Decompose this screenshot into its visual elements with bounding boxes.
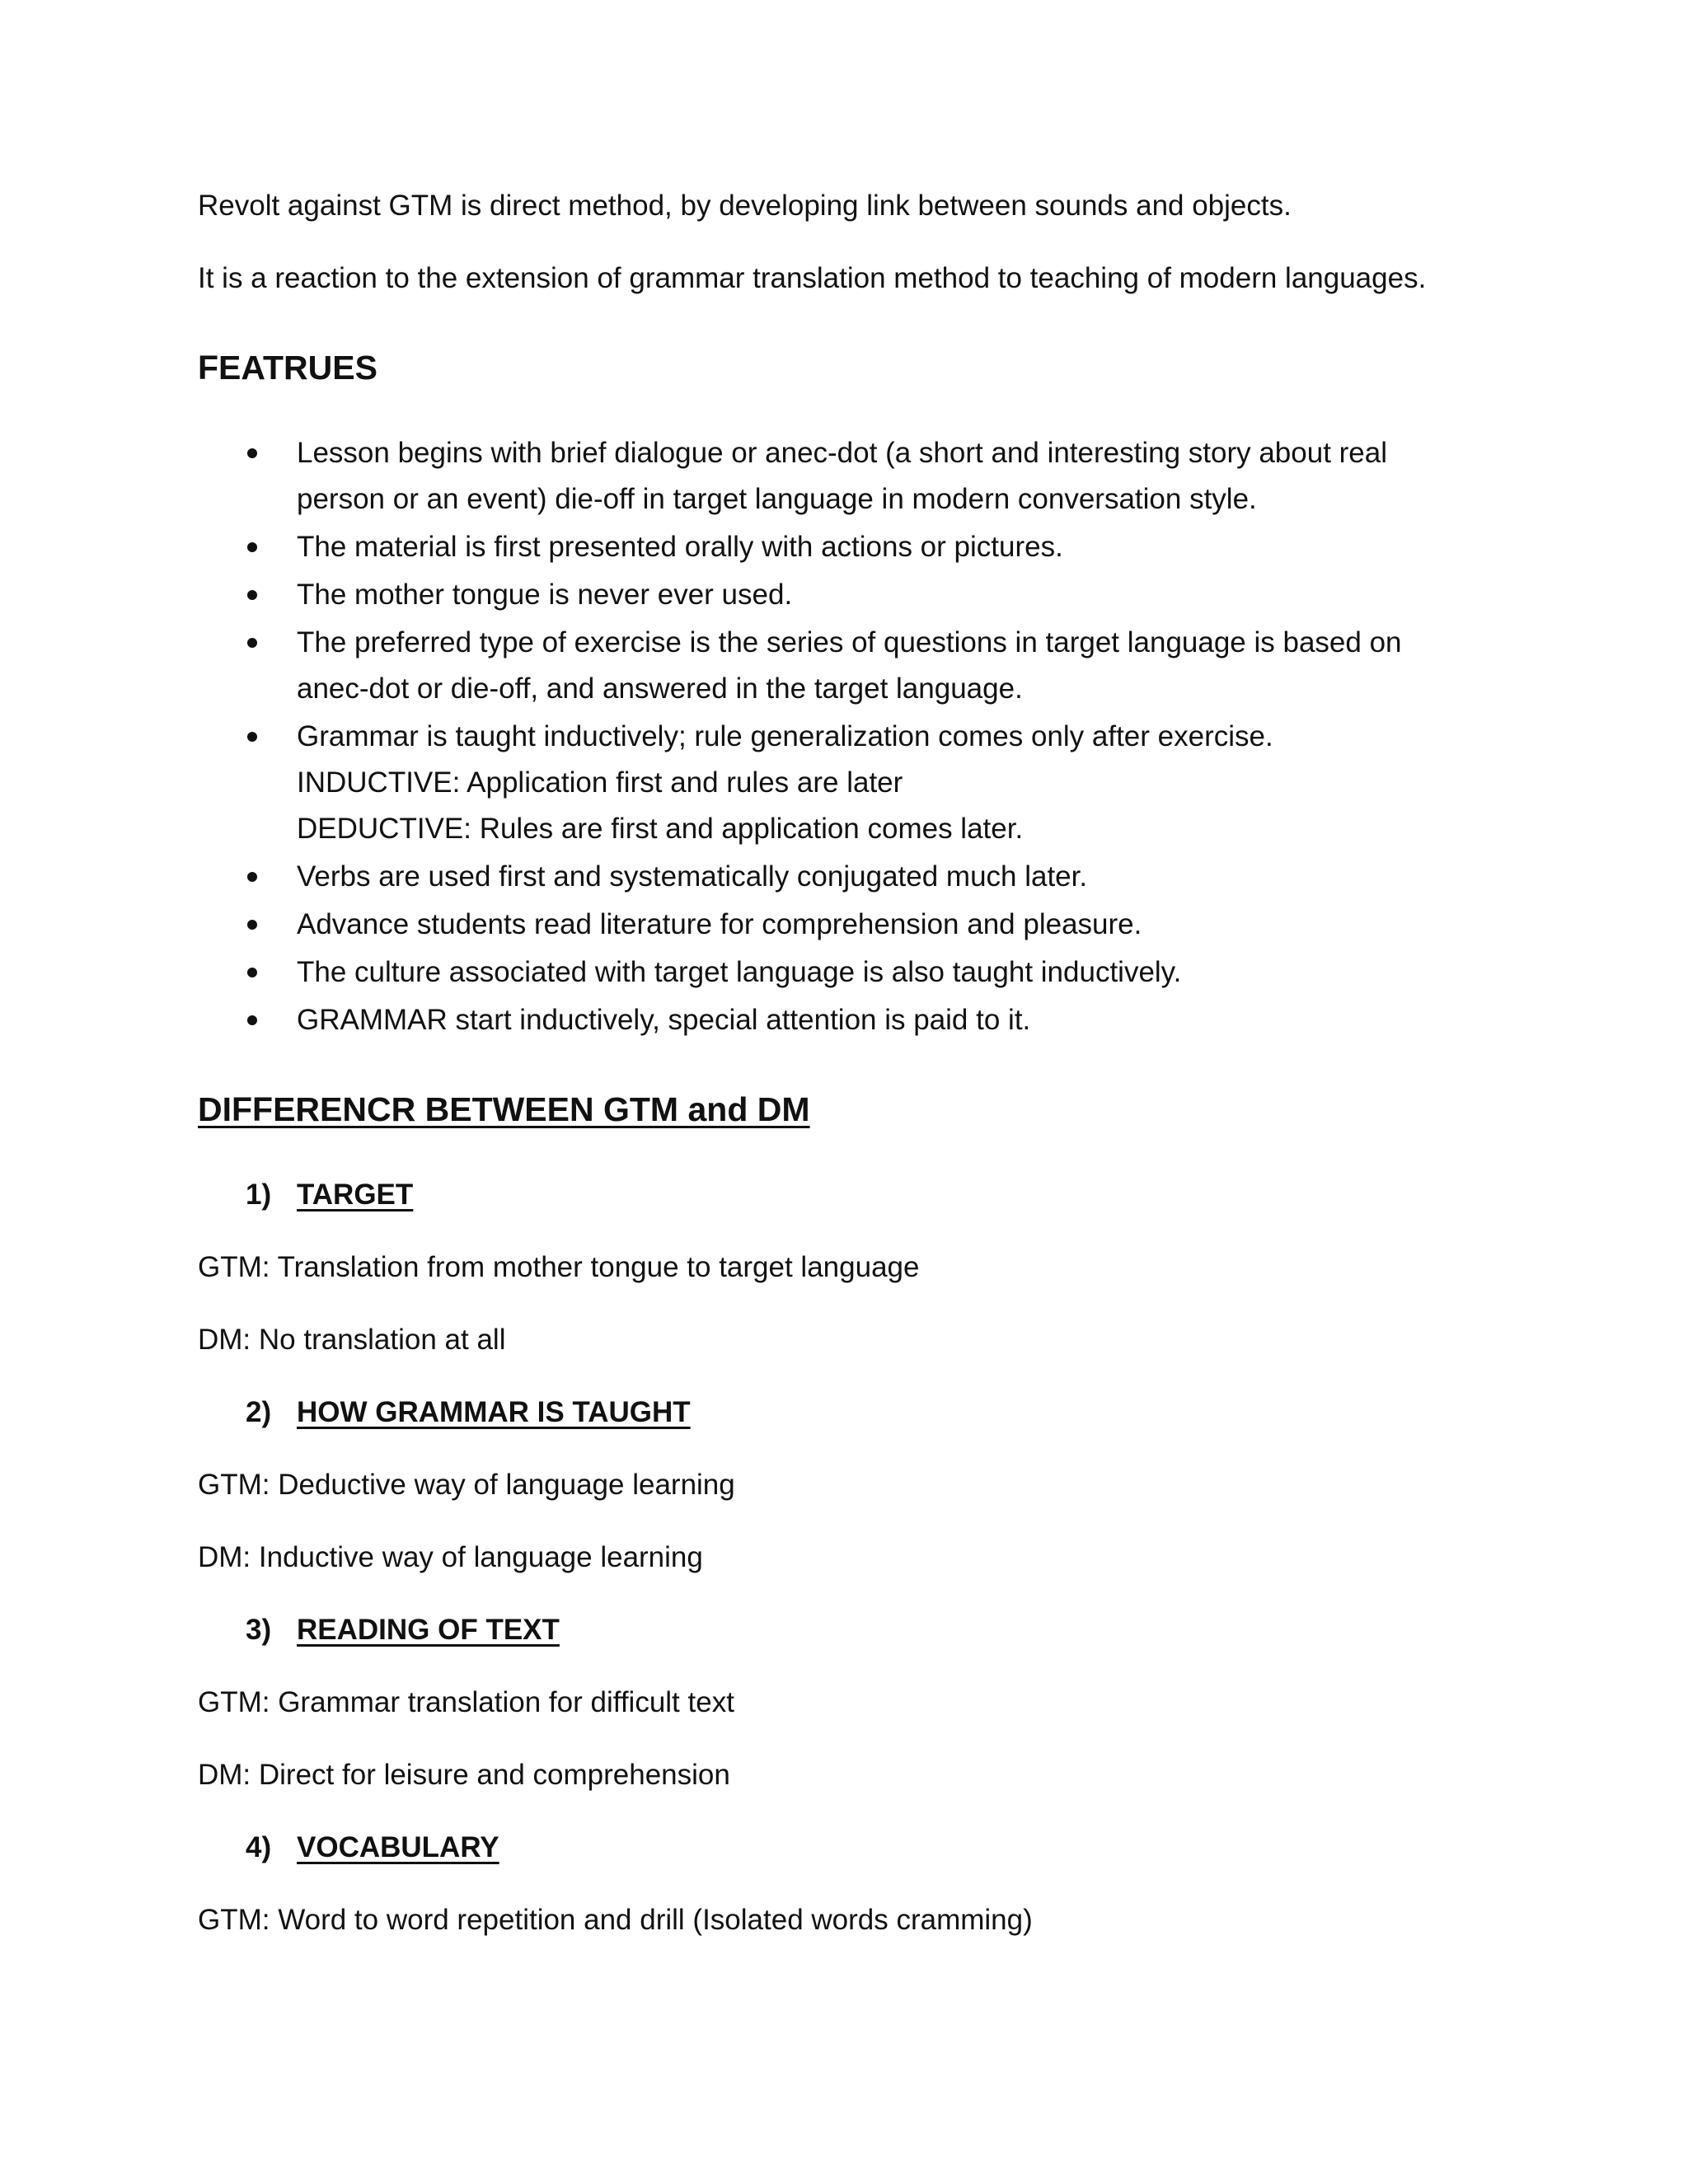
feature-item xyxy=(198,572,1475,618)
feature-text: The mother tongue is never ever used. xyxy=(297,579,793,611)
gtm-comparison: GTM: Word to word repetition and drill (Isolated words cramming) xyxy=(198,1904,1033,1936)
gtm-comparison: GTM: Deductive way of language learning xyxy=(198,1469,735,1501)
dm-comparison: DM: Inductive way of language learning xyxy=(198,1541,703,1573)
difference-section-target xyxy=(198,1172,1475,1363)
bullet-icon xyxy=(247,542,257,552)
bullet-icon xyxy=(247,1015,257,1025)
feature-text: Advance students read literature for comprehension and pleasure. xyxy=(297,908,1142,940)
gtm-comparison: GTM: Translation from mother tongue to target language xyxy=(198,1251,920,1283)
bullet-icon xyxy=(247,590,257,600)
section-heading xyxy=(198,1390,1475,1436)
section-heading xyxy=(198,1172,1475,1218)
intro-paragraph-1: Revolt against GTM is direct method, by developing link between sounds and objects. xyxy=(198,190,1292,222)
intro-paragraph-2: It is a reaction to the extension of grammar translation method to teaching of modern languages. xyxy=(198,262,1427,294)
dm-comparison: DM: No translation at all xyxy=(198,1324,506,1356)
feature-item xyxy=(198,524,1475,570)
section-title: VOCABULARY xyxy=(297,1831,499,1863)
feature-item xyxy=(198,997,1475,1043)
gtm-comparison: GTM: Grammar translation for difficult text xyxy=(198,1686,734,1718)
feature-item xyxy=(198,430,1475,523)
section-heading xyxy=(198,1607,1475,1653)
bullet-icon xyxy=(247,732,257,742)
difference-section-reading xyxy=(198,1607,1475,1798)
bullet-icon xyxy=(247,920,257,930)
feature-item xyxy=(198,854,1475,900)
document-content xyxy=(198,183,1475,1970)
feature-text: The preferred type of exercise is the series of questions in target language is based on anec-dot or die-off, and answered in the target language. xyxy=(297,626,1402,705)
feature-text: Verbs are used first and systematically conjugated much later. xyxy=(297,860,1088,893)
features-list xyxy=(198,430,1475,1043)
bullet-icon xyxy=(247,968,257,977)
feature-text: Grammar is taught inductively; rule generalization comes only after exercise. xyxy=(297,720,1273,752)
section-number: 4) xyxy=(246,1831,272,1863)
feature-item xyxy=(198,620,1475,712)
feature-item xyxy=(198,902,1475,948)
section-number: 2) xyxy=(246,1396,272,1428)
section-title: HOW GRAMMAR IS TAUGHT xyxy=(297,1396,691,1428)
features-heading: FEATRUES xyxy=(198,349,377,387)
deductive-definition: DEDUCTIVE: Rules are first and application comes later. xyxy=(297,813,1024,845)
section-title: READING OF TEXT xyxy=(297,1614,560,1646)
bullet-icon xyxy=(247,872,257,882)
bullet-icon xyxy=(247,638,257,648)
feature-text: The culture associated with target language is also taught inductively. xyxy=(297,956,1182,988)
bullet-icon xyxy=(247,448,257,458)
feature-text: The material is first presented orally with actions or pictures. xyxy=(297,531,1063,563)
section-number: 1) xyxy=(246,1179,272,1211)
difference-heading: DIFFERENCR BETWEEN GTM and DM xyxy=(198,1090,810,1128)
difference-section-grammar xyxy=(198,1390,1475,1581)
inductive-definition: INDUCTIVE: Application first and rules are later xyxy=(297,766,903,799)
section-heading xyxy=(198,1825,1475,1871)
difference-section-vocabulary xyxy=(198,1825,1475,1943)
section-title: TARGET xyxy=(297,1179,414,1211)
feature-item xyxy=(198,714,1475,852)
dm-comparison: DM: Direct for leisure and comprehension xyxy=(198,1759,730,1791)
feature-item xyxy=(198,949,1475,996)
feature-text: GRAMMAR start inductively, special attention is paid to it. xyxy=(297,1004,1031,1036)
section-number: 3) xyxy=(246,1614,272,1646)
feature-text: Lesson begins with brief dialogue or anec-dot (a short and interesting story about real person or an event) die-off in target language in modern conversation style. xyxy=(297,437,1388,515)
